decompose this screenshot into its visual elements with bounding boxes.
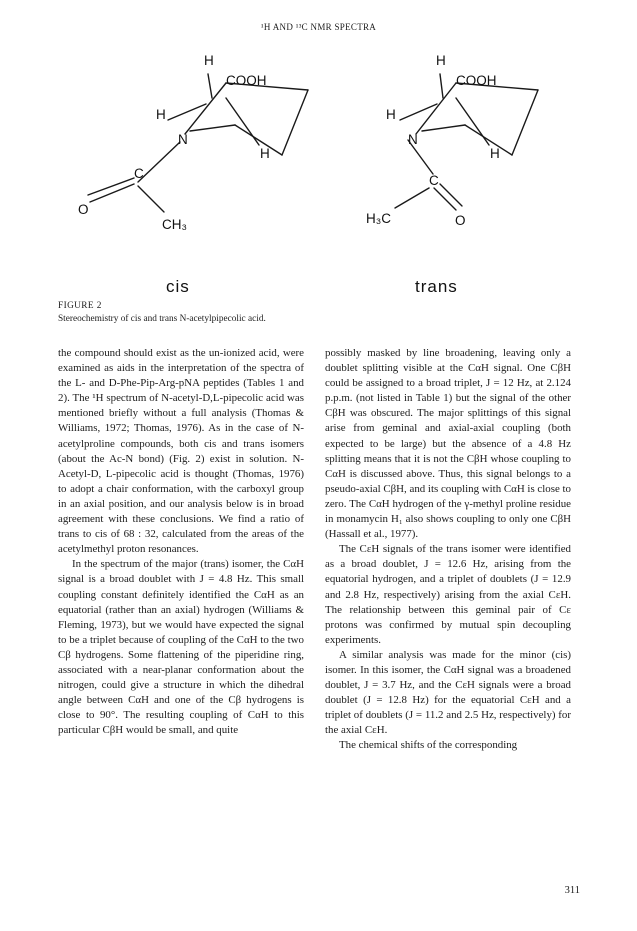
cis-atom-o: O bbox=[78, 202, 89, 217]
trans-atom-h-top: H bbox=[436, 53, 446, 68]
stereochemistry-figure bbox=[60, 52, 580, 317]
trans-atom-o: O bbox=[455, 213, 466, 228]
paragraph: A similar analysis was made for the minor (cis) isomer. In this isomer, the CαH signal was a broadened doublet, J = 3.7 Hz, and the CεH signals were a broad doublet (J = 12.8 Hz) for the equatorial CεH and a triplet of doublets (J = 11.2 and 2.5 Hz, respectively) for the axial CεH. bbox=[325, 648, 571, 737]
trans-atom-n: N bbox=[408, 132, 418, 147]
paragraph: the compound should exist as the un-ionized acid, were examined as aids in the interpretation of the spectra of the L- and D-Phe-Pip-Arg-pNA peptides (Tables 1 and 2). The ¹H spectrum of N-acetyl-D,L-pipecolic acid was mentioned briefly without a full analysis (Thomas & Williams, 1972; Thomas, 1976). As in the case of N-acetylproline compounds, both cis and trans isomers (about the Ac-N bond) (Fig. 2) exist in solution. N-Acetyl-D, L-pipecolic acid is thought (Thomas, 1976) to adopt a chair conformation, with the carboxyl group in an axial position, and our analysis below is in broad agreement with these conclusions. We find a ratio of trans to cis of 68 : 32, calculated from the areas of the acetylmethyl proton resonances. bbox=[58, 347, 304, 556]
paragraph: possibly masked by line broadening, leaving only a doublet splitting visible at the CαH signal. One CβH could be assigned to a broad triplet, J = 12 Hz, at 2.124 p.p.m. (not listed in Table 1) but the signal of the other CβH was obscured. The major splittings of this signal arise from geminal and axial-axial coupling (both expected to be large) but the absence of a 4.8 Hz splitting means that it is not the CβH whose coupling to CαH is discussed above. Thus, this signal belongs to a pseudo-axial CβH, and its coupling with CαH is close to zero. The CαH hydrogen of the γ-methyl proline residue in monamycin H₁ also shows coupling to only one CβH (Hassall et al., 1977). bbox=[325, 347, 571, 541]
paragraph: The chemical shifts of the corresponding bbox=[339, 739, 518, 752]
cis-atom-h-right: H bbox=[260, 146, 270, 161]
trans-label: trans bbox=[415, 277, 458, 296]
paragraph: In the spectrum of the major (trans) isomer, the CαH signal is a broad doublet with J = 4.8 Hz. This small coupling constant definitely identified the CαH as an equatorial (rather than an axial) hydrogen (Williams & Fleming, 1973), but we would have expected the signal to be a triplet because of coupling of the CαH to the two Cβ hydrogens. Some flattening of the piperidine ring, associated with a near-planar conformation about the nitrogen, could give a structure in which the dihedral angle between CαH and one of the Cβ hydrogens is close to 90°. The resulting coupling of CαH to this particular CβH would be small, and quite bbox=[58, 558, 304, 737]
structure-drawing bbox=[60, 52, 580, 317]
cis-atom-h-left: H bbox=[156, 107, 166, 122]
cis-label: cis bbox=[166, 277, 190, 296]
paragraph: The CεH signals of the trans isomer were identified as a broad doublet, J = 12.6 Hz, arising from the equatorial hydrogen, and a triplet of doublets (J = 12.9 and 2.8 Hz, respectively) arising from the axial CεH. The relationship between this geminal pair of Cε protons was confirmed by mutual spin decoupling experiments. bbox=[325, 543, 571, 646]
cis-ring-bonds bbox=[138, 74, 308, 182]
figure-caption-title: FIGURE 2 bbox=[58, 301, 102, 311]
cis-atom-h-top: H bbox=[204, 53, 214, 68]
trans-atom-c: C bbox=[429, 173, 439, 188]
cis-atom-n: N bbox=[178, 132, 188, 147]
right-column bbox=[325, 346, 571, 754]
trans-atom-h-left: H bbox=[386, 107, 396, 122]
running-head: ¹H AND ¹³C NMR SPECTRA bbox=[260, 22, 377, 32]
trans-ring-bonds bbox=[400, 74, 538, 174]
cis-methyl-label: CH₃ bbox=[162, 217, 187, 232]
trans-cooh-label: COOH bbox=[456, 73, 497, 88]
figure-caption-text: Stereochemistry of cis and trans N-acetylpipecolic acid. bbox=[58, 314, 266, 324]
trans-methyl-label: H₃C bbox=[366, 211, 391, 226]
cis-atom-c: C bbox=[134, 166, 144, 181]
trans-atom-h-right: H bbox=[490, 146, 500, 161]
page-number: 311 bbox=[564, 885, 580, 896]
left-column bbox=[58, 346, 304, 738]
cis-carbonyl-bonds bbox=[88, 178, 164, 212]
cis-cooh-label: COOH bbox=[226, 73, 267, 88]
